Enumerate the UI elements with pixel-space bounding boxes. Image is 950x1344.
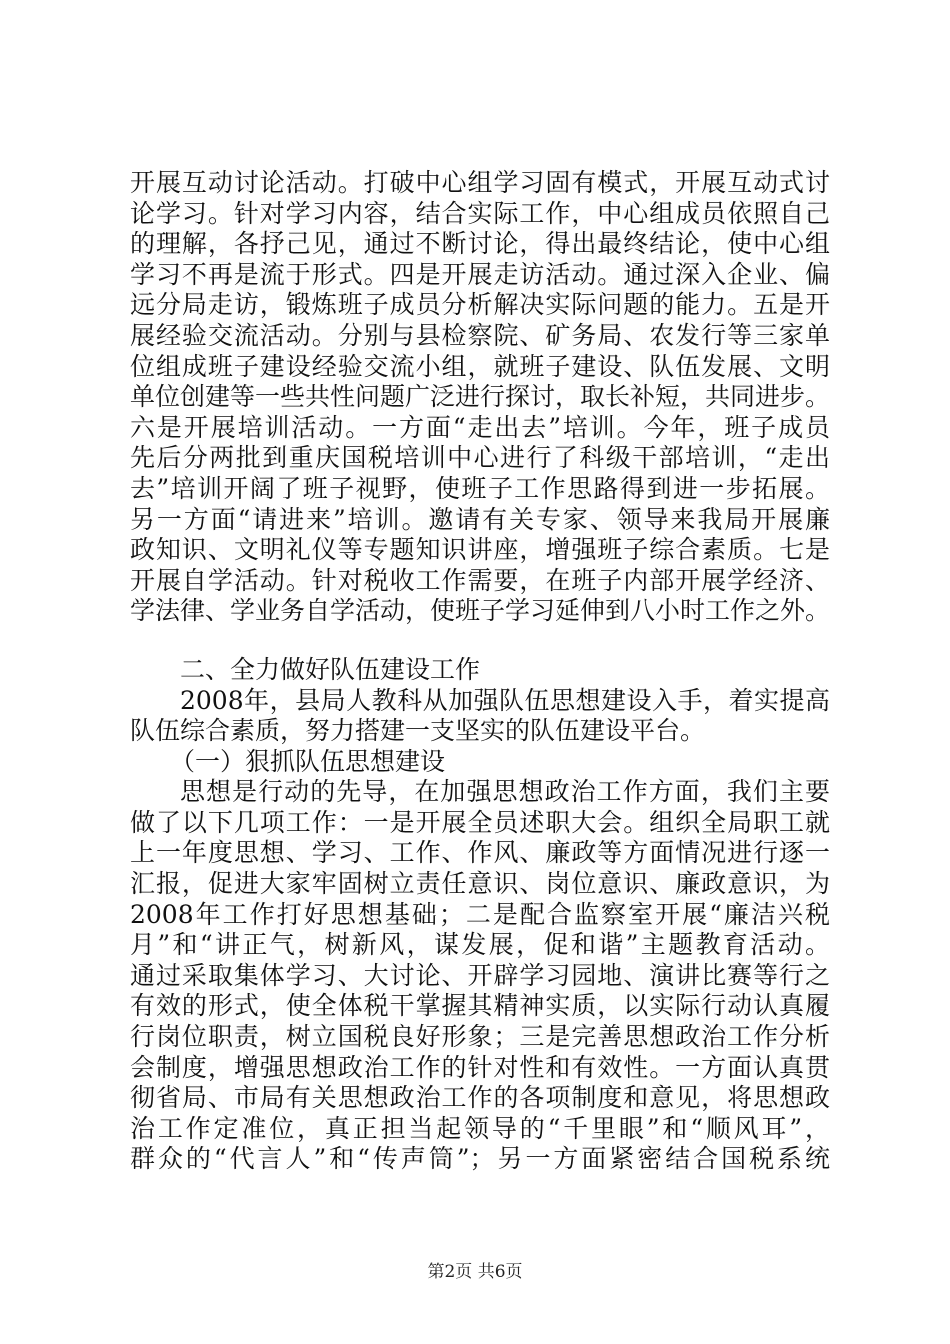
paragraph-1 <box>130 168 830 627</box>
text-line: 行岗位职责，树立国税良好形象；三是完善思想政治工作分析 <box>130 1022 830 1052</box>
text-line: 2008年，县局人教科从加强队伍思想建设入手，着实提高 <box>180 685 830 715</box>
document-body <box>130 168 830 1175</box>
section-heading: 二、全力做好队伍建设工作 <box>180 654 481 684</box>
text-line: 做了以下几项工作：一是开展全员述职大会。组织全局职工就 <box>130 807 830 837</box>
text-line: 先后分两批到重庆国税培训中心进行了科级干部培训，“走出 <box>130 443 830 473</box>
page-number-footer: 第2页 共6页 <box>427 1262 523 1282</box>
text-line: 月”和“讲正气，树新风，谋发展，促和谐”主题教育活动。 <box>130 930 830 960</box>
paragraph-gap <box>130 627 830 655</box>
text-line: 政知识、文明礼仪等专题知识讲座，增强班子综合素质。七是 <box>130 535 830 565</box>
text-line: 会制度，增强思想政治工作的针对性和有效性。一方面认真贯 <box>130 1052 830 1082</box>
subsection-heading: （一）狠抓队伍思想建设 <box>170 746 446 776</box>
text-line: 汇报，促进大家牢固树立责任意识、岗位意识、廉政意识，为 <box>130 869 830 899</box>
text-line: 学法律、学业务自学活动，使班子学习延伸到八小时工作之外。 <box>130 596 831 626</box>
text-line: 学习不再是流于形式。四是开展走访活动。通过深入企业、偏 <box>130 259 830 289</box>
text-line: 的理解，各抒己见，通过不断讨论，得出最终结论，使中心组 <box>130 229 830 259</box>
text-line: 思想是行动的先导，在加强思想政治工作方面，我们主要 <box>180 777 830 807</box>
text-line: 论学习。针对学习内容，结合实际工作，中心组成员依照自己 <box>130 198 830 228</box>
text-line: 单位创建等一些共性问题广泛进行探讨，取长补短，共同进步。 <box>130 382 831 412</box>
text-line: 群众的“代言人”和“传声筒”；另一方面紧密结合国税系统 <box>130 1144 830 1174</box>
text-line: 去”培训开阔了班子视野，使班子工作思路得到进一步拓展。 <box>130 473 830 503</box>
text-line: 位组成班子建设经验交流小组，就班子建设、队伍发展、文明 <box>130 351 830 381</box>
text-line: 队伍综合素质，努力搭建一支坚实的队伍建设平台。 <box>130 716 706 746</box>
paragraph-2 <box>130 686 830 747</box>
text-line: 彻省局、市局有关思想政治工作的各项制度和意见，将思想政 <box>130 1083 830 1113</box>
text-line: 六是开展培训活动。一方面“走出去”培训。今年，班子成员 <box>130 412 830 442</box>
text-line: 治工作定准位，真正担当起领导的“千里眼”和“顺风耳”， <box>130 1113 830 1143</box>
text-line: 有效的形式，使全体税干掌握其精神实质，以实际行动认真履 <box>130 991 830 1021</box>
paragraph-3 <box>130 777 830 1175</box>
text-line: 另一方面“请进来”培训。邀请有关专家、领导来我局开展廉 <box>130 504 830 534</box>
text-line: 开展自学活动。针对税收工作需要，在班子内部开展学经济、 <box>130 565 830 595</box>
text-line: 展经验交流活动。分别与县检察院、矿务局、农发行等三家单 <box>130 320 830 350</box>
text-line: 远分局走访，锻炼班子成员分析解决实际问题的能力。五是开 <box>130 290 830 320</box>
text-line: 上一年度思想、学习、工作、作风、廉政等方面情况进行逐一 <box>130 838 830 868</box>
text-line: 2008年工作打好思想基础；二是配合监察室开展“廉洁兴税 <box>130 899 830 929</box>
text-line: 通过采取集体学习、大讨论、开辟学习园地、演讲比赛等行之 <box>130 960 830 990</box>
text-line: 开展互动讨论活动。打破中心组学习固有模式，开展互动式讨 <box>130 168 830 197</box>
